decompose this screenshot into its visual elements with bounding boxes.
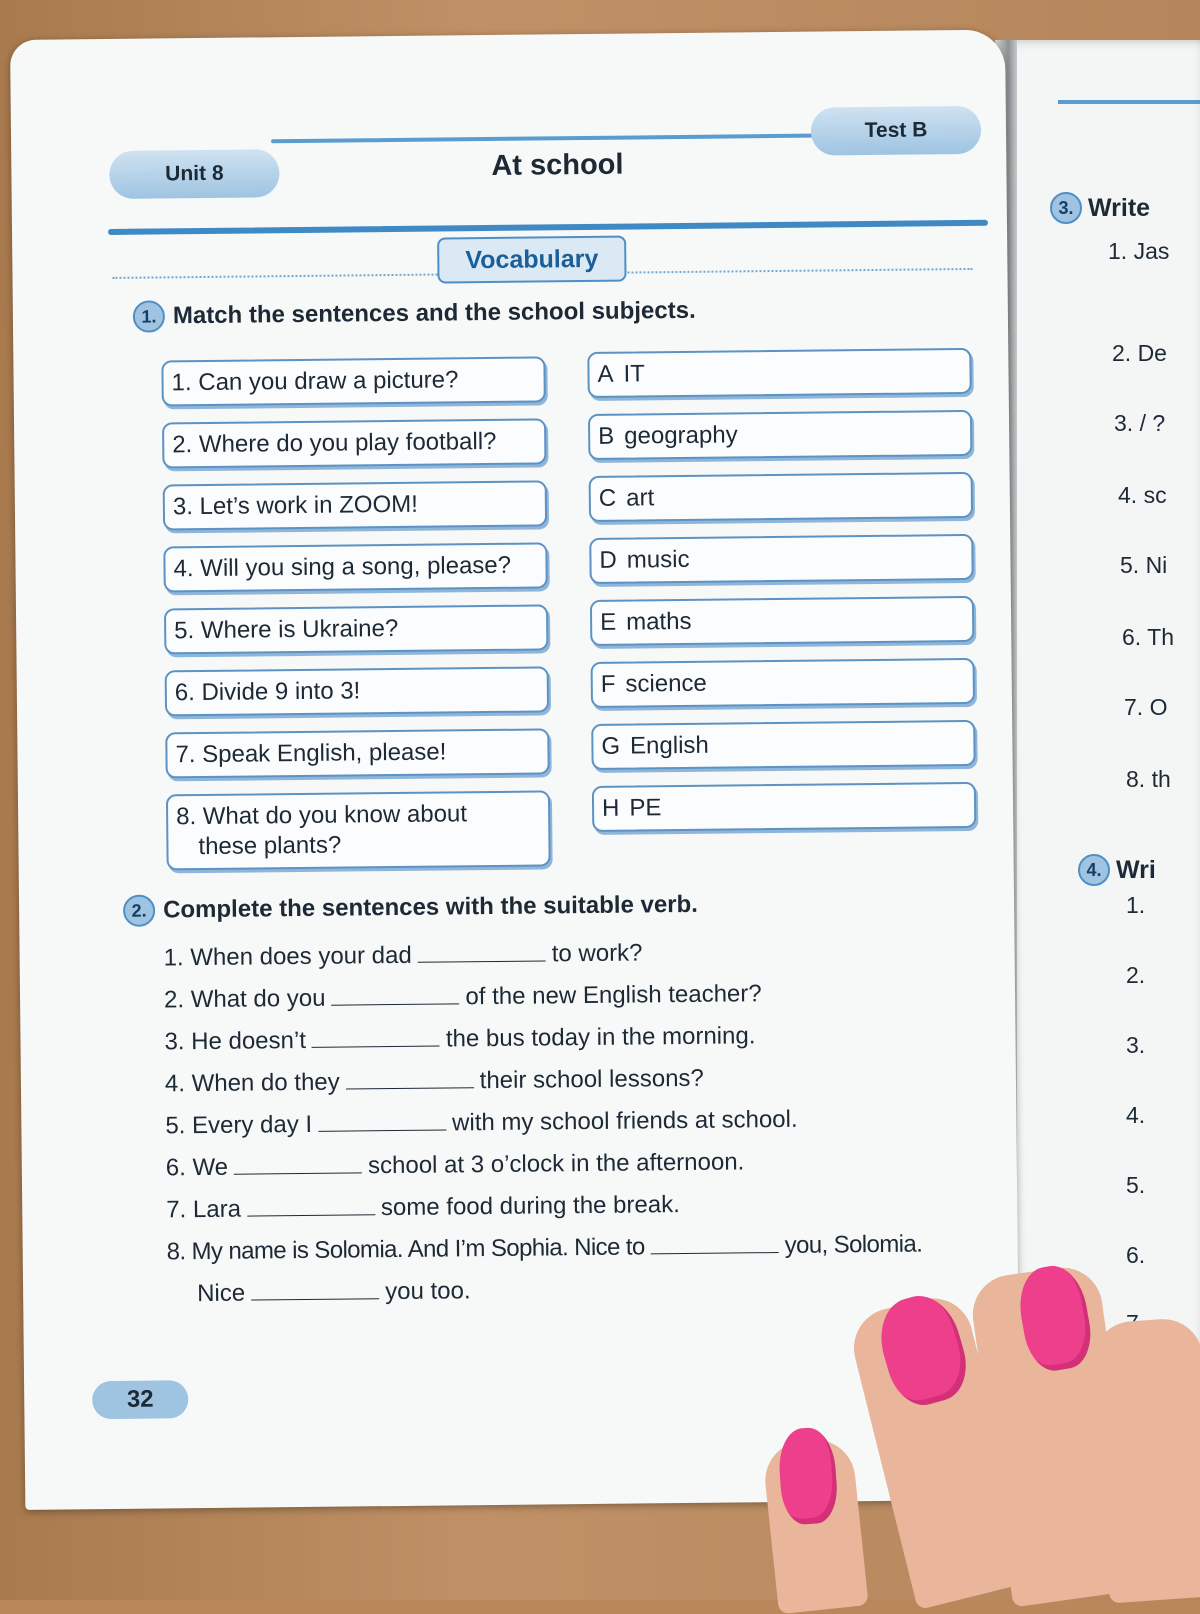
- exercise4-item: 1.: [1126, 892, 1146, 918]
- exercise3-item: 3. / ?: [1114, 410, 1166, 436]
- answer-subject: maths: [626, 607, 692, 636]
- answer-subject: art: [626, 484, 655, 512]
- question-text: 2. Where do you play football?: [172, 427, 497, 459]
- exercise3-number: 3.: [1050, 192, 1082, 224]
- unit-badge: Unit 8: [109, 149, 279, 199]
- exercise3-item: 7. O: [1124, 694, 1168, 720]
- exercise1-instruction: Match the sentences and the school subjects.: [172, 296, 696, 330]
- question-box-2: [162, 418, 546, 468]
- question-box-6: [165, 666, 549, 716]
- question-text: 7. Speak English, please!: [175, 738, 447, 769]
- exercise3-item: 6. Th: [1122, 624, 1174, 650]
- answer-subject: music: [626, 545, 690, 574]
- exercise3-heading: [1050, 192, 1150, 224]
- sentence-end: school at 3 o’clock in the afternoon.: [367, 1148, 745, 1180]
- answer-subject: science: [625, 669, 707, 698]
- sentence-6: [166, 1148, 745, 1182]
- question-text: 3. Let’s work in ZOOM!: [172, 490, 418, 521]
- exercise4-item: 5.: [1126, 1172, 1146, 1198]
- question-text: 8. What do you know about: [176, 800, 468, 831]
- sentence-8: [167, 1231, 923, 1267]
- test-badge: Test B: [811, 106, 981, 156]
- sentence-2: [164, 980, 762, 1014]
- answer-letter: B: [598, 422, 615, 450]
- answer-letter: G: [601, 732, 621, 760]
- question-box-4: [163, 542, 547, 592]
- exercise4-title: Wri: [1116, 855, 1156, 884]
- answer-letter: F: [600, 670, 616, 698]
- answer-box-a: [587, 348, 971, 398]
- exercise4-number: 4.: [1078, 854, 1110, 886]
- left-page: [10, 30, 1020, 1510]
- answer-box-g: [591, 720, 975, 770]
- answer-letter: H: [601, 794, 620, 822]
- sentence-end: some food during the break.: [380, 1191, 680, 1222]
- exercise3-item: 5. Ni: [1120, 552, 1168, 578]
- sentence-end: the bus today in the morning.: [445, 1022, 756, 1053]
- answer-blank[interactable]: [312, 1046, 440, 1048]
- sentence-8-line2: [197, 1277, 471, 1308]
- exercise4-item: 4.: [1126, 1102, 1146, 1128]
- page-title: At school: [491, 148, 624, 182]
- exercise1-heading: [133, 295, 696, 333]
- exercise3-item: 8. th: [1126, 766, 1171, 792]
- sentence-end: with my school friends at school.: [451, 1105, 798, 1137]
- answer-blank[interactable]: [346, 1087, 474, 1089]
- answer-letter: D: [599, 546, 617, 574]
- question-box-7: [165, 728, 549, 778]
- sentence-start: Nice: [196, 1279, 246, 1308]
- sentence-end: their school lessons?: [479, 1064, 704, 1095]
- answer-box-h: [592, 782, 976, 832]
- exercise4-item: 3.: [1126, 1032, 1146, 1058]
- answer-blank[interactable]: [318, 1129, 446, 1131]
- sentence-1: [163, 939, 642, 972]
- sentence-start: 5. Every day I: [165, 1110, 313, 1140]
- page-number: 32: [92, 1380, 188, 1419]
- exercise3-item: 2. De: [1112, 340, 1167, 366]
- exercise3-item: 1. Jas: [1108, 238, 1170, 264]
- sentence-start: 6. We: [165, 1153, 229, 1182]
- answer-subject: PE: [629, 794, 662, 822]
- question-text: 1. Can you draw a picture?: [171, 366, 459, 397]
- exercise4-heading: [1078, 854, 1156, 886]
- sentence-end: to work?: [551, 939, 643, 968]
- question-text: 4. Will you sing a song, please?: [173, 551, 512, 583]
- header-rule: [108, 220, 988, 235]
- question-text: 5. Where is Ukraine?: [174, 614, 399, 645]
- answer-letter: E: [599, 608, 617, 636]
- sentence-end: you too.: [385, 1277, 471, 1306]
- sentence-end: of the new English teacher?: [465, 980, 762, 1011]
- question-box-3: [163, 480, 547, 530]
- sentence-start: 7. Lara: [166, 1195, 242, 1224]
- right-page-rule: [1058, 100, 1200, 104]
- answer-box-b: [588, 410, 972, 460]
- question-text: 6. Divide 9 into 3!: [174, 677, 361, 707]
- sentence-end: you, Solomia.: [784, 1230, 923, 1259]
- answer-box-d: [589, 534, 973, 584]
- sentence-start: 3. He doesn’t: [164, 1026, 307, 1056]
- answer-subject: geography: [624, 421, 738, 450]
- answer-blank[interactable]: [247, 1214, 375, 1216]
- answer-box-f: [591, 658, 975, 708]
- question-text-line2: these plants?: [198, 831, 342, 861]
- answer-blank[interactable]: [332, 1003, 460, 1005]
- exercise4-item: 6.: [1126, 1242, 1146, 1268]
- sentence-start: 1. When does your dad: [163, 941, 412, 972]
- answer-subject: IT: [623, 360, 646, 388]
- answer-box-e: [590, 596, 974, 646]
- exercise1-number: 1.: [133, 300, 165, 332]
- sentence-3: [164, 1022, 755, 1056]
- question-box-1: [161, 356, 545, 406]
- answer-box-c: [589, 472, 973, 522]
- sentence-4: [165, 1065, 704, 1099]
- exercise2-instruction: Complete the sentences with the suitable verb.: [162, 890, 699, 924]
- exercise4-item: 2.: [1126, 962, 1146, 988]
- question-box-5: [164, 604, 548, 654]
- finger: [1090, 1317, 1200, 1604]
- exercise3-item: 4. sc: [1118, 482, 1167, 508]
- header-top-rule: [271, 133, 831, 143]
- sentence-start: 2. What do you: [163, 984, 326, 1014]
- sentence-7: [166, 1191, 680, 1224]
- answer-subject: English: [629, 731, 709, 760]
- question-box-8: [166, 790, 551, 870]
- sentence-start: 8. My name is Solomia. And I’m Sophia. Nice to: [166, 1233, 645, 1266]
- exercise3-title: Write: [1088, 193, 1151, 222]
- exercise2-number: 2.: [123, 895, 155, 927]
- answer-letter: A: [597, 360, 614, 388]
- answer-blank[interactable]: [651, 1252, 779, 1254]
- answer-letter: C: [598, 484, 617, 512]
- exercise2-heading: [123, 889, 698, 927]
- sentence-5: [165, 1106, 797, 1141]
- answer-blank[interactable]: [234, 1172, 362, 1174]
- sentence-start: 4. When do they: [164, 1068, 340, 1098]
- answer-blank[interactable]: [418, 960, 546, 962]
- section-title: Vocabulary: [437, 236, 626, 284]
- answer-blank[interactable]: [251, 1298, 379, 1300]
